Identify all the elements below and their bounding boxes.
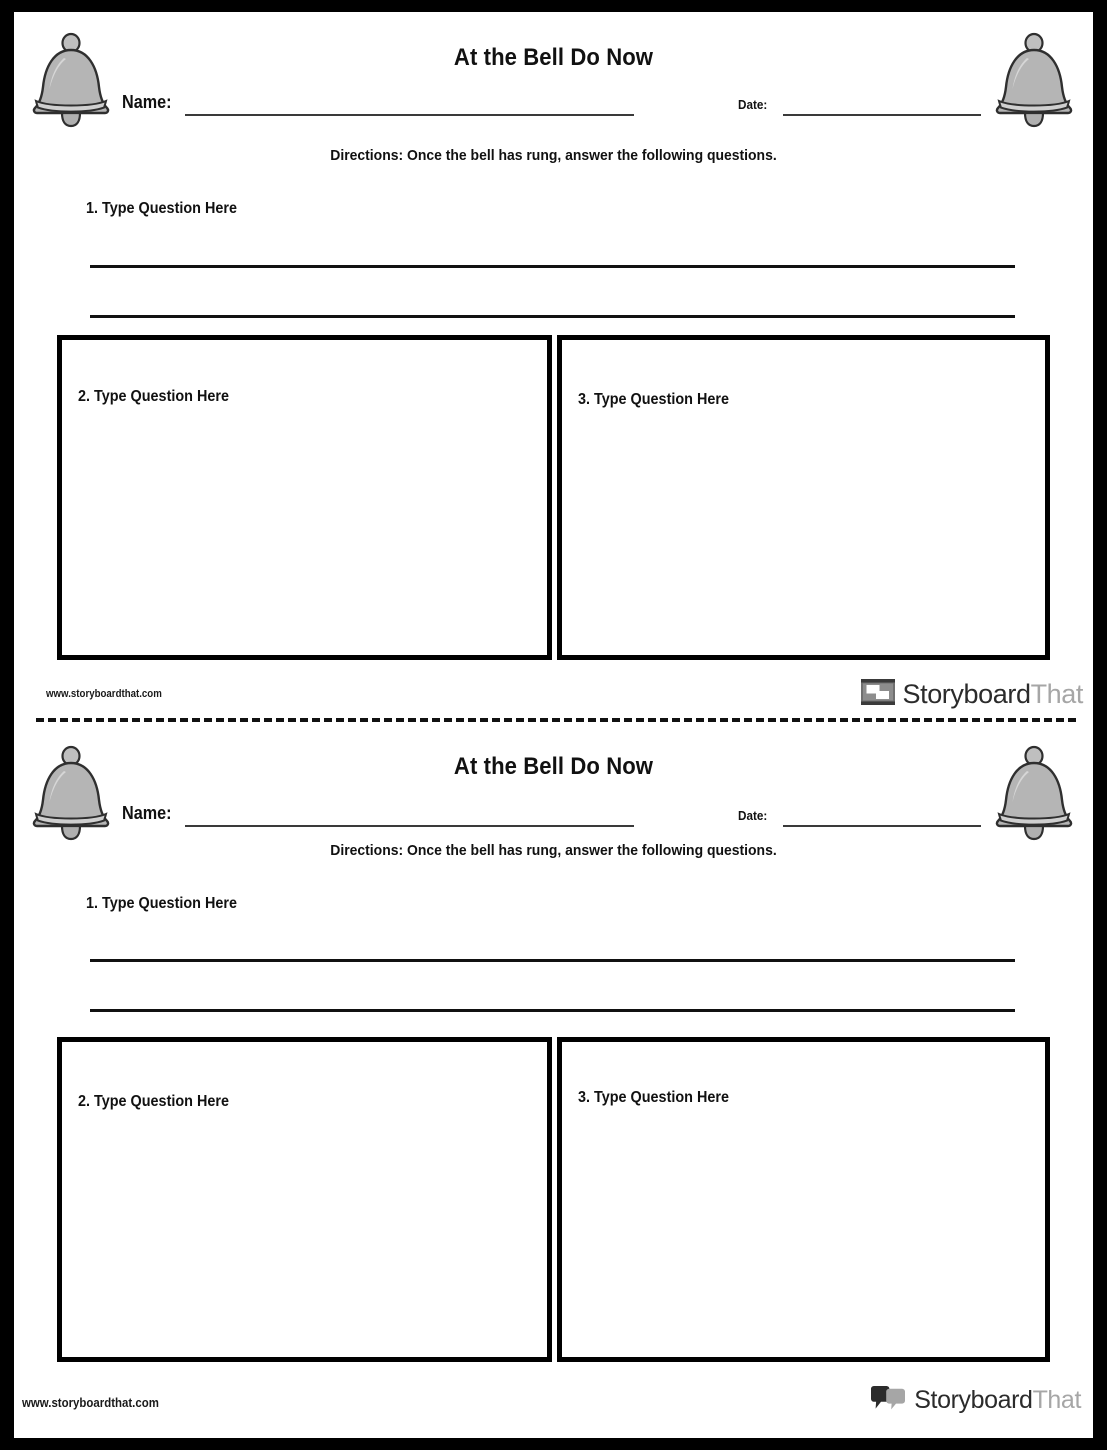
question-3-label[interactable]: 3. Type Question Here <box>578 391 729 408</box>
date-input-line[interactable] <box>783 825 981 827</box>
name-label: Name: <box>122 92 172 112</box>
answer-line-2[interactable] <box>90 315 1015 318</box>
name-input-line[interactable] <box>185 825 634 827</box>
logo-wordmark <box>902 679 1083 710</box>
question-3-box[interactable] <box>557 335 1050 660</box>
storyboard-panels-icon <box>861 679 895 710</box>
question-1-label[interactable]: 1. Type Question Here <box>86 895 237 912</box>
date-label: Date: <box>738 97 768 112</box>
question-2-label[interactable]: 2. Type Question Here <box>78 388 229 405</box>
footer-url[interactable]: www.storyboardthat.com <box>46 688 162 700</box>
question-3-label[interactable]: 3. Type Question Here <box>578 1089 729 1106</box>
page-title: At the Bell Do Now <box>453 44 654 71</box>
speech-bubbles-icon <box>869 1385 907 1416</box>
name-input-line[interactable] <box>185 114 634 116</box>
logo-text-secondary: That <box>1030 679 1083 709</box>
directions-text: Directions: Once the bell has rung, answer the following questions. <box>330 842 777 859</box>
name-label: Name: <box>122 803 172 823</box>
footer-url[interactable]: www.storyboardthat.com <box>22 1395 159 1410</box>
answer-line-2[interactable] <box>90 1009 1015 1012</box>
name-date-row <box>14 801 1093 831</box>
logo-wordmark <box>914 1386 1081 1415</box>
name-date-row <box>14 90 1093 120</box>
question-3-box[interactable] <box>557 1037 1050 1362</box>
date-input-line[interactable] <box>783 114 981 116</box>
storyboardthat-logo[interactable] <box>861 679 1083 710</box>
storyboardthat-logo[interactable] <box>869 1385 1081 1416</box>
directions-text: Directions: Once the bell has rung, answer the following questions. <box>330 147 777 164</box>
sheet-area <box>14 12 1093 1438</box>
page-title: At the Bell Do Now <box>453 753 654 780</box>
question-1-label[interactable]: 1. Type Question Here <box>86 200 237 217</box>
logo-text-primary: Storyboard <box>902 679 1031 709</box>
logo-text-primary: Storyboard <box>914 1386 1033 1414</box>
answer-line-1[interactable] <box>90 959 1015 962</box>
worksheet-copy-1 <box>14 12 1093 712</box>
question-2-box[interactable] <box>57 1037 552 1362</box>
answer-line-1[interactable] <box>90 265 1015 268</box>
cut-separator-line <box>36 718 1076 722</box>
worksheet-copy-2 <box>14 724 1093 1438</box>
question-2-label[interactable]: 2. Type Question Here <box>78 1093 229 1110</box>
logo-text-secondary: That <box>1032 1386 1081 1414</box>
date-label: Date: <box>738 808 768 823</box>
question-2-box[interactable] <box>57 335 552 660</box>
